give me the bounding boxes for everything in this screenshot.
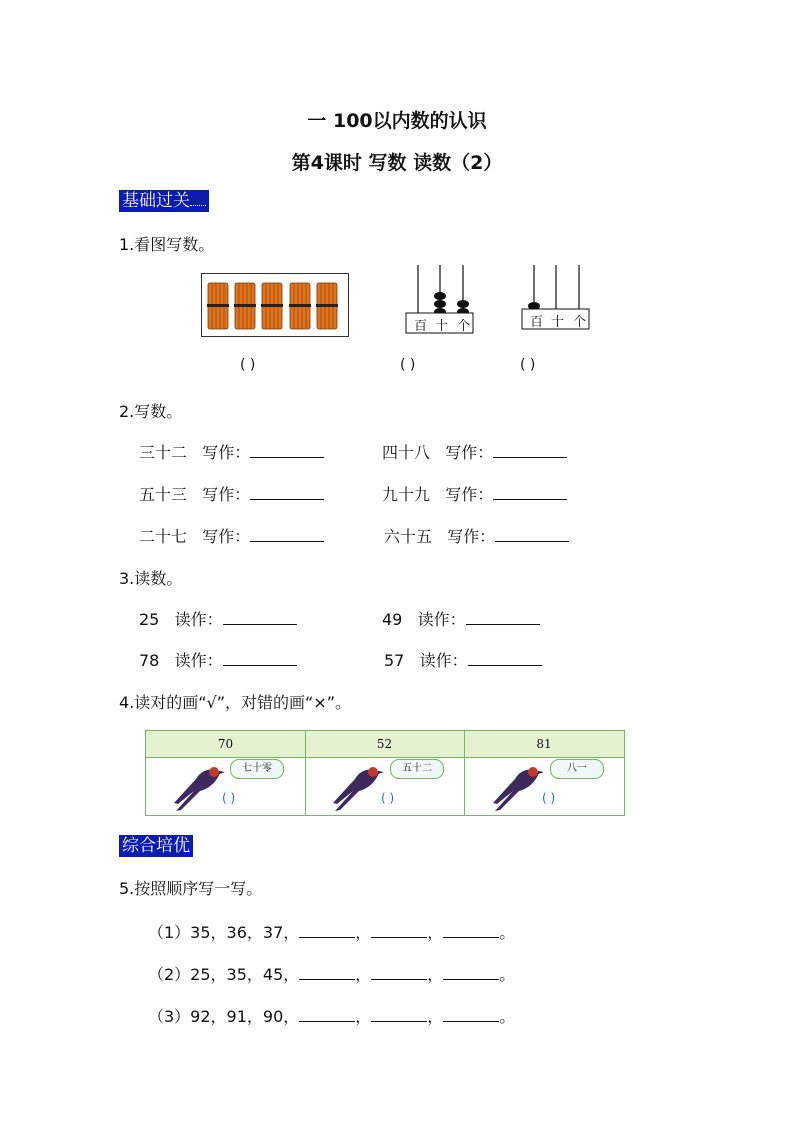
read-label: 读作：: [417, 610, 466, 629]
sequence-start: （2）25，35，45，: [148, 965, 300, 984]
write-blank[interactable]: [250, 485, 324, 500]
separator: ，: [427, 923, 444, 942]
write-item-1: [139, 440, 324, 463]
read-blank[interactable]: [466, 610, 540, 625]
answer-blank-1[interactable]: ( ): [240, 357, 256, 373]
table-answer-1[interactable]: ( ): [222, 791, 236, 805]
write-label: 写作：: [202, 527, 251, 546]
write-item-6: [384, 524, 569, 547]
write-item-5: [139, 524, 324, 547]
question-2-prompt: 2.写数。: [119, 402, 183, 421]
read-label: 读作：: [174, 651, 223, 670]
write-item-words: 三十二: [139, 443, 188, 462]
write-blank[interactable]: [493, 485, 567, 500]
write-item-3: [139, 482, 324, 505]
abacus-picture-1: [405, 263, 475, 335]
abacus-1-label-hundreds: 百: [414, 319, 428, 334]
write-label: 写作：: [202, 485, 251, 504]
question-3-prompt: 3.读数。: [119, 569, 183, 588]
speech-bubble-3: 八一: [550, 759, 604, 779]
write-item-4: [382, 482, 567, 505]
write-label: 写作：: [445, 485, 494, 504]
read-label: 读作：: [419, 651, 468, 670]
write-item-words: 六十五: [384, 527, 433, 546]
section-tag-basic: [119, 190, 209, 212]
abacus-2-label-ones: 个: [573, 315, 587, 330]
separator: ，: [427, 1007, 444, 1026]
separator: ，: [427, 965, 444, 984]
read-item-number: 78: [139, 651, 160, 670]
sequence-row-1: [148, 920, 515, 943]
read-item-number: 25: [139, 610, 160, 629]
sequence-blank[interactable]: [299, 965, 355, 980]
read-blank[interactable]: [468, 651, 542, 666]
read-label: 读作：: [174, 610, 223, 629]
terminator: 。: [499, 923, 516, 942]
read-blank[interactable]: [223, 610, 297, 625]
section-tag-basic-label: 基础过关: [122, 191, 190, 211]
sequence-row-3: [148, 1004, 515, 1027]
stick-bundles-icon: [202, 274, 348, 336]
sequence-start: （1）35，36，37，: [148, 923, 300, 942]
question-1-prompt: 1.看图写数。: [119, 235, 215, 254]
sequence-blank[interactable]: [443, 923, 499, 938]
separator: ，: [355, 1007, 372, 1026]
table-number-2: 52: [376, 737, 393, 751]
speech-bubble-2: 五十二: [390, 759, 444, 779]
write-item-words: 二十七: [139, 527, 188, 546]
abacus-2-label-tens: 十: [551, 315, 565, 330]
read-item-4: [384, 648, 542, 671]
read-item-number: 57: [384, 651, 405, 670]
write-blank[interactable]: [250, 443, 324, 458]
sequence-blank[interactable]: [443, 1007, 499, 1022]
swallow-bird-icon: [329, 763, 387, 813]
read-item-number: 49: [382, 610, 403, 629]
page-subtitle: 第4课时 写数 读数（2）: [291, 152, 503, 174]
question-4-prompt: 4.读对的画“√”，对错的画“×”。: [119, 693, 352, 712]
sequence-blank[interactable]: [371, 965, 427, 980]
table-answer-3[interactable]: ( ): [542, 791, 556, 805]
terminator: 。: [499, 1007, 516, 1026]
read-item-3: [139, 648, 297, 671]
read-item-1: [139, 607, 297, 630]
table-number-3: 81: [536, 737, 552, 751]
write-blank[interactable]: [495, 527, 569, 542]
write-label: 写作：: [202, 443, 251, 462]
stick-bundles-picture: [201, 273, 349, 337]
table-number-1: 70: [217, 737, 234, 751]
separator: ，: [355, 965, 372, 984]
sequence-blank[interactable]: [371, 1007, 427, 1022]
write-item-words: 五十三: [139, 485, 188, 504]
section-tag-advanced-label: 综合培优: [122, 836, 190, 856]
swallow-bird-icon: [170, 763, 228, 813]
abacus-1-label-tens: 十: [435, 319, 449, 334]
write-item-words: 四十八: [382, 443, 431, 462]
reading-check-table: [145, 730, 625, 816]
page-title: 一 100以内数的认识: [307, 110, 487, 132]
read-item-2: [382, 607, 540, 630]
sequence-blank[interactable]: [299, 923, 355, 938]
sequence-start: （3）92，91，90，: [148, 1007, 300, 1026]
sequence-blank[interactable]: [299, 1007, 355, 1022]
write-label: 写作：: [447, 527, 496, 546]
abacus-1-label-ones: 个: [457, 319, 471, 334]
abacus-picture-2: [521, 263, 591, 335]
abacus-2-label-hundreds: 百: [530, 315, 544, 330]
write-blank[interactable]: [493, 443, 567, 458]
write-item-2: [382, 440, 567, 463]
write-blank[interactable]: [250, 527, 324, 542]
separator: ，: [355, 923, 372, 942]
write-label: 写作：: [445, 443, 494, 462]
section-tag-advanced: [119, 835, 193, 857]
read-blank[interactable]: [223, 651, 297, 666]
question-5-prompt: 5.按照顺序写一写。: [119, 879, 263, 898]
swallow-bird-icon: [489, 763, 547, 813]
answer-blank-2[interactable]: ( ): [400, 357, 416, 373]
table-answer-2[interactable]: ( ): [381, 791, 395, 805]
write-item-words: 九十九: [382, 485, 431, 504]
sequence-blank[interactable]: [371, 923, 427, 938]
terminator: 。: [499, 965, 516, 984]
sequence-row-2: [148, 962, 515, 985]
sequence-blank[interactable]: [443, 965, 499, 980]
answer-blank-3[interactable]: ( ): [520, 357, 536, 373]
speech-bubble-1: 七十零: [230, 759, 284, 779]
